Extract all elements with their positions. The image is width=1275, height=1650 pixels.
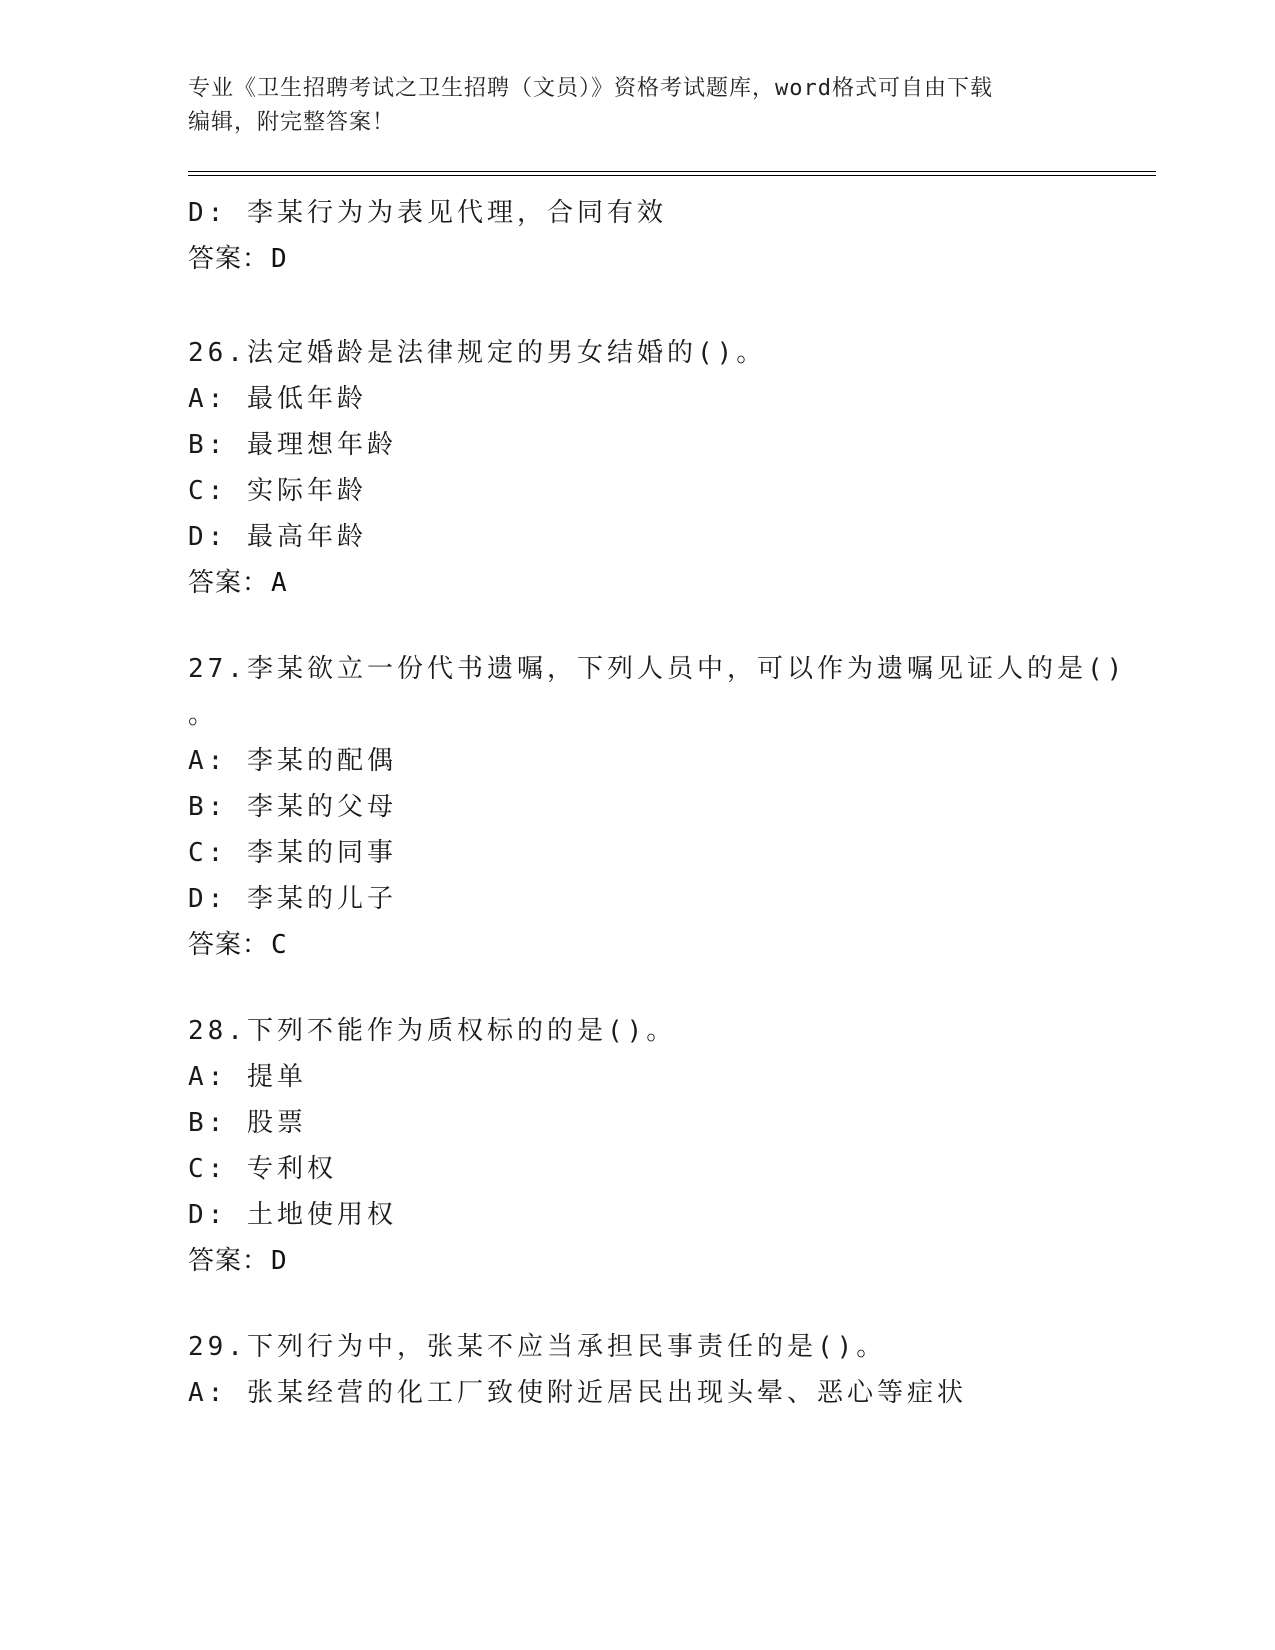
header-rule-bottom — [188, 175, 1156, 176]
question-title: 27.李某欲立一份代书遗嘱，下列人员中，可以作为遗嘱见证人的是() — [188, 654, 1127, 684]
answer-line — [188, 1238, 1148, 1284]
answer-value: C — [271, 930, 288, 960]
option-c: C: 实际年龄 — [188, 476, 367, 506]
answer-value: A — [271, 568, 288, 598]
option-d: D: 李某的儿子 — [188, 884, 397, 914]
option-a: A: 李某的配偶 — [188, 746, 397, 776]
answer-label: 答案： — [188, 1246, 270, 1276]
option-b: B: 李某的父母 — [188, 792, 397, 822]
answer-line — [188, 236, 1148, 282]
answer-label: 答案： — [188, 930, 270, 960]
document-header — [188, 72, 1068, 140]
option-b: B: 最理想年龄 — [188, 430, 397, 460]
answer-value: D — [271, 244, 288, 274]
option-b: B: 股票 — [188, 1108, 307, 1138]
question-content — [188, 190, 1148, 1416]
question-title: 26.法定婚龄是法律规定的男女结婚的()。 — [188, 338, 767, 368]
answer-line — [188, 560, 1148, 606]
option-c: C: 专利权 — [188, 1154, 337, 1184]
option-d: D: 土地使用权 — [188, 1200, 397, 1230]
option-a: A: 最低年龄 — [188, 384, 367, 414]
answer-line — [188, 922, 1148, 968]
answer-label: 答案： — [188, 244, 270, 274]
option-d: D: 最高年龄 — [188, 522, 367, 552]
question-title: 29.下列行为中，张某不应当承担民事责任的是()。 — [188, 1332, 887, 1362]
answer-label: 答案： — [188, 568, 270, 598]
option-d: D: 李某行为为表见代理，合同有效 — [188, 198, 667, 228]
option-a: A: 张某经营的化工厂致使附近居民出现头晕、恶心等症状 — [188, 1378, 967, 1408]
question-title: 28.下列不能作为质权标的的是()。 — [188, 1016, 677, 1046]
answer-value: D — [271, 1246, 288, 1276]
question-title-continuation: 。 — [188, 700, 215, 730]
option-a: A: 提单 — [188, 1062, 307, 1092]
header-line-1: 专业《卫生招聘考试之卫生招聘（文员）》资格考试题库，word格式可自由下载 — [188, 76, 993, 101]
header-rule-top — [188, 171, 1156, 172]
option-c: C: 李某的同事 — [188, 838, 397, 868]
header-line-2: 编辑，附完整答案！ — [188, 110, 396, 135]
